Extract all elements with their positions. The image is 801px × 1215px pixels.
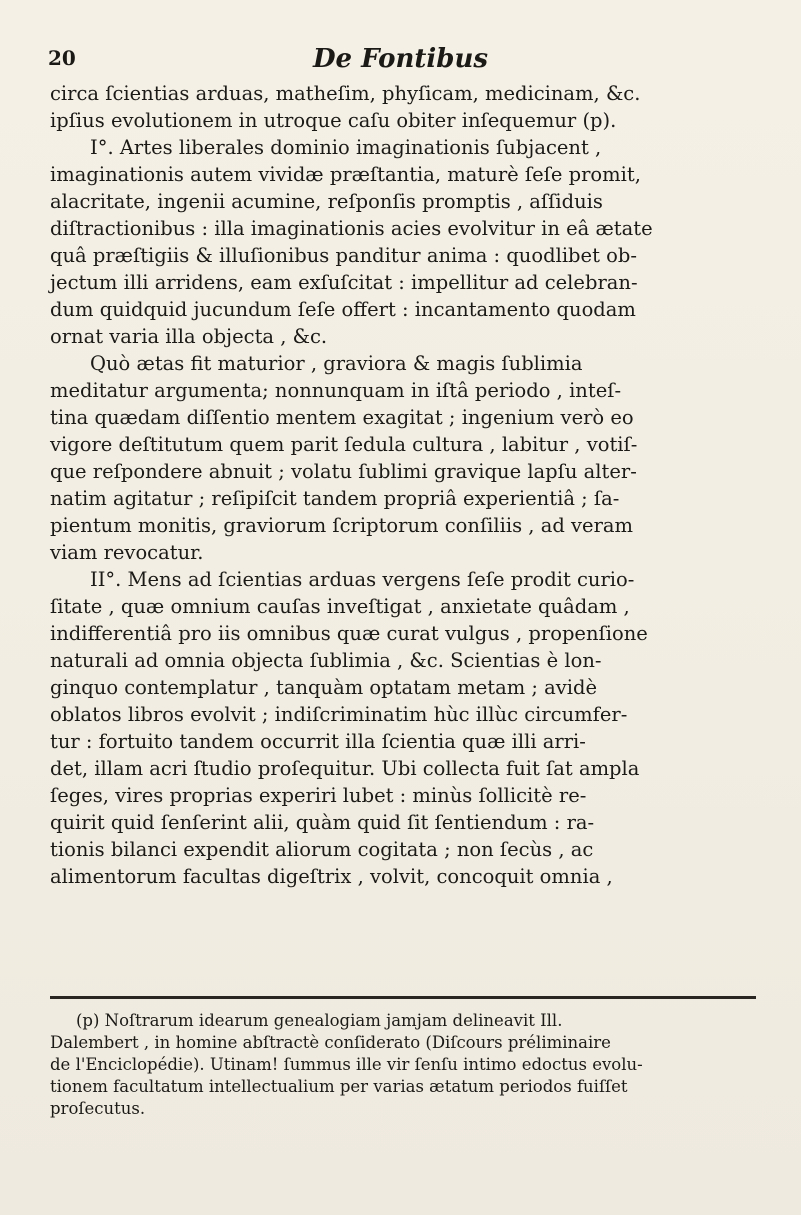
text-line: indifferentiâ pro iis omnibus quæ curat vulgus , propenſione: [50, 622, 648, 645]
text-line: quirit quid ſenſerint alii, quàm quid ſit ſentiendum : ra-: [50, 811, 595, 834]
text-line: pientum monitis, graviorum ſcriptorum conſiliis , ad veram: [50, 514, 634, 537]
text-line: alimentorum facultas digeſtrix , volvit, concoquit omnia ,: [50, 865, 613, 888]
text-line: Quò ætas fit maturior , graviora & magis ſublimia: [90, 352, 583, 375]
text-line: ſitate , quæ omnium cauſas inveſtigat , anxietate quâdam ,: [50, 595, 630, 618]
text-line: oblatos libros evolvit ; indiſcriminatim hùc illùc circumfer-: [50, 703, 628, 726]
text-line: dum quidquid jucundum ſeſe offert : incantamento quodam: [50, 298, 636, 321]
running-title: De Fontibus: [312, 44, 489, 74]
text-line: diſtractionibus : illa imaginationis acies evolvitur in eâ ætate: [50, 217, 653, 240]
footnote-line: de l'Enciclopédie). Utinam! ſummus ille vir ſenſu intimo edoctus evolu-: [50, 1055, 643, 1074]
text-line: tionis bilanci expendit aliorum cogitata ; non ſecùs , ac: [50, 838, 594, 861]
text-line: vigore deſtitutum quem parit ſedula cultura , labitur , votiſ-: [50, 433, 638, 456]
text-line: tina quædam diſſentio mentem exagitat ; ingenium verò eo: [50, 406, 634, 429]
footnote-line: (p) Noſtrarum idearum genealogiam jamjam delineavit Ill.: [76, 1011, 563, 1030]
text-line: circa ſcientias arduas, matheſim, phyſicam, medicinam, &c.: [50, 82, 641, 105]
text-line: alacritate, ingenii acumine, reſponſis promptis , aſſiduis: [50, 190, 603, 213]
text-line: viam revocatur.: [50, 541, 204, 564]
text-line: natim agitatur ; reſipiſcit tandem propriâ experientiâ ; ſa-: [50, 487, 620, 510]
text-line: imaginationis autem vividæ præſtantia, maturè ſeſe promit,: [50, 163, 641, 186]
text-line: ornat varia illa objecta , &c.: [50, 325, 328, 348]
text-line: naturali ad omnia objecta ſublimia , &c. Scientias è lon-: [50, 649, 602, 672]
text-line: que reſpondere abnuit ; volatu ſublimi gravique lapſu alter-: [50, 460, 637, 483]
text-line: ipſius evolutionem in utroque caſu obiter inſequemur (p).: [50, 109, 617, 132]
text-line: jectum illi arridens, eam exſuſcitat : impellitur ad celebran-: [50, 271, 638, 294]
text-line: ſeges, vires proprias experiri lubet : minùs ſollicitè re-: [50, 784, 587, 807]
footnote-divider: [50, 996, 756, 999]
text-line: meditatur argumenta; nonnunquam in iſtâ periodo , inteſ-: [50, 379, 622, 402]
body-text: [50, 80, 754, 890]
text-line: II°. Mens ad ſcientias arduas vergens ſeſe prodit curio-: [90, 568, 635, 591]
text-line: tur : fortuito tandem occurrit illa ſcientia quæ illi arri-: [50, 730, 586, 753]
footnote-line: proſecutus.: [50, 1099, 146, 1118]
footnote-line: tionem facultatum intellectualium per varias ætatum periodos fuiſſet: [50, 1077, 628, 1096]
text-line: I°. Artes liberales dominio imaginationis ſubjacent ,: [90, 136, 602, 159]
footnote: [50, 1010, 756, 1120]
page-number: 20: [48, 46, 76, 70]
text-line: quâ præſtigiis & illuſionibus panditur anima : quodlibet ob-: [50, 244, 637, 267]
text-line: det, illam acri ſtudio proſequitur. Ubi collecta fuit ſat ampla: [50, 757, 640, 780]
text-line: ginquo contemplatur , tanquàm optatam metam ; avidè: [50, 676, 598, 699]
footnote-line: Dalembert , in homine abſtractè conſiderato (Diſcours préliminaire: [50, 1033, 611, 1052]
